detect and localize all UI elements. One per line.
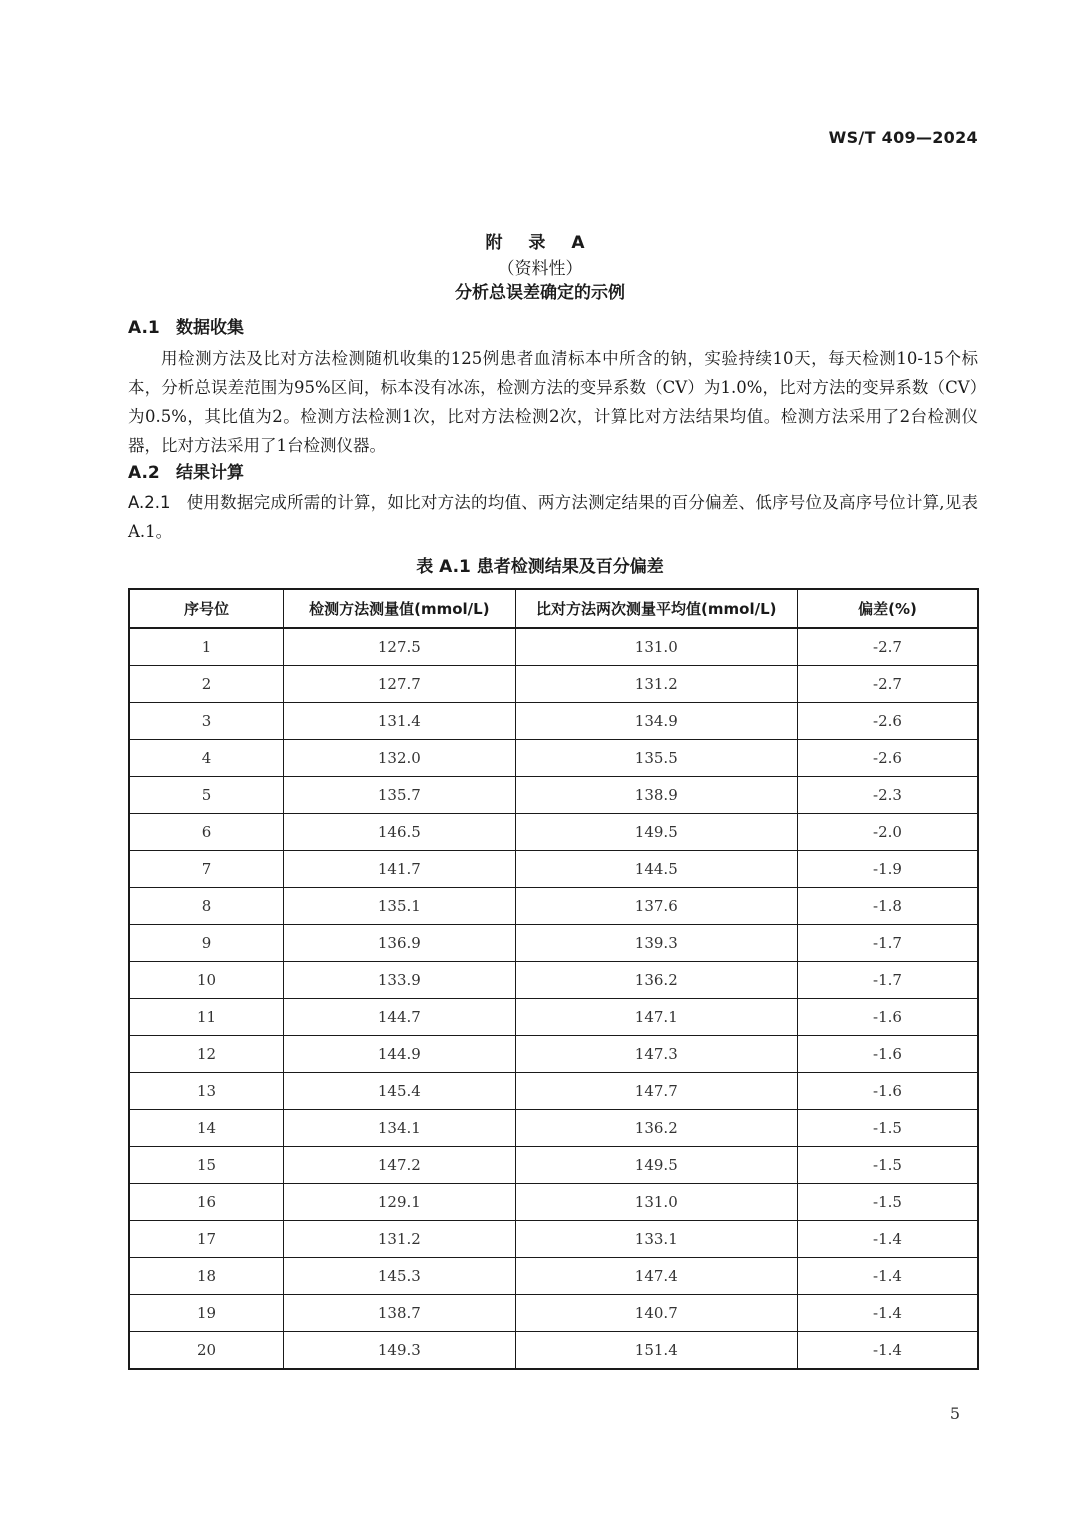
table-cell: -1.4 bbox=[797, 1295, 978, 1332]
table-cell: 20 bbox=[129, 1332, 284, 1370]
table-row bbox=[129, 628, 978, 666]
table-cell: 17 bbox=[129, 1221, 284, 1258]
table-cell: 147.2 bbox=[284, 1147, 516, 1184]
table-cell: -1.8 bbox=[797, 888, 978, 925]
table-row bbox=[129, 1036, 978, 1073]
table-cell: 136.2 bbox=[515, 962, 797, 999]
column-header: 检测方法测量值(mmol/L) bbox=[284, 589, 516, 628]
document-code: WS/T 409—2024 bbox=[828, 128, 978, 147]
appendix-label: 附 录 A bbox=[485, 233, 595, 253]
table-cell: -1.7 bbox=[797, 962, 978, 999]
table-cell: 135.5 bbox=[515, 740, 797, 777]
table-cell: 2 bbox=[129, 666, 284, 703]
table-cell: 129.1 bbox=[284, 1184, 516, 1221]
table-cell: 1 bbox=[129, 628, 284, 666]
table-cell: -1.5 bbox=[797, 1184, 978, 1221]
table-row bbox=[129, 740, 978, 777]
table-cell: -1.4 bbox=[797, 1332, 978, 1370]
table-cell: 145.4 bbox=[284, 1073, 516, 1110]
table-row bbox=[129, 1332, 978, 1370]
table-row bbox=[129, 1184, 978, 1221]
table-cell: 131.2 bbox=[515, 666, 797, 703]
table-cell: -2.0 bbox=[797, 814, 978, 851]
table-cell: 14 bbox=[129, 1110, 284, 1147]
table-cell: -2.6 bbox=[797, 740, 978, 777]
appendix-type: （资料性） bbox=[497, 259, 583, 279]
table-cell: 9 bbox=[129, 925, 284, 962]
table-cell: 144.9 bbox=[284, 1036, 516, 1073]
table-cell: 149.5 bbox=[515, 814, 797, 851]
table-cell: 4 bbox=[129, 740, 284, 777]
table-cell: -1.9 bbox=[797, 851, 978, 888]
table-row bbox=[129, 962, 978, 999]
column-header: 比对方法两次测量平均值(mmol/L) bbox=[515, 589, 797, 628]
table-cell: 137.6 bbox=[515, 888, 797, 925]
table-cell: 149.3 bbox=[284, 1332, 516, 1370]
column-header: 偏差(%) bbox=[797, 589, 978, 628]
subsection-number: A.2.1 bbox=[128, 493, 171, 512]
table-cell: -1.5 bbox=[797, 1110, 978, 1147]
table-row bbox=[129, 1073, 978, 1110]
table-cell: 146.5 bbox=[284, 814, 516, 851]
section-heading-a2 bbox=[128, 458, 244, 483]
table-row bbox=[129, 1221, 978, 1258]
table-cell: 133.1 bbox=[515, 1221, 797, 1258]
table-cell: 141.7 bbox=[284, 851, 516, 888]
table-cell: 134.1 bbox=[284, 1110, 516, 1147]
table-cell: 147.1 bbox=[515, 999, 797, 1036]
table-cell: -2.7 bbox=[797, 666, 978, 703]
section-heading-a1 bbox=[128, 313, 244, 338]
table-row bbox=[129, 1258, 978, 1295]
table-cell: 13 bbox=[129, 1073, 284, 1110]
table-body bbox=[129, 628, 978, 1369]
table-header-row bbox=[129, 589, 978, 628]
table-caption: 表 A.1 患者检测结果及百分偏差 bbox=[416, 557, 664, 577]
table-cell: -1.4 bbox=[797, 1258, 978, 1295]
table-cell: 147.7 bbox=[515, 1073, 797, 1110]
table-cell: 133.9 bbox=[284, 962, 516, 999]
table-cell: 151.4 bbox=[515, 1332, 797, 1370]
table-row bbox=[129, 1110, 978, 1147]
table-row bbox=[129, 814, 978, 851]
table-cell: -1.6 bbox=[797, 1036, 978, 1073]
paragraph-data-collection: 用检测方法及比对方法检测随机收集的125例患者血清标本中所含的钠，实验持续10天，每天检测10-15个标本，分析总误差范围为95%区间，标本没有冰冻，检测方法的变异系数（CV）为1.0%，比对方法的变异系数（CV）为0.5%，其比值为2。检测方法检测1次，比对方法检测2次，计算比对方法结果均值。检测方法采用了2台检测仪器，比对方法采用了1台检测仪器。 bbox=[128, 349, 978, 455]
table-cell: -1.6 bbox=[797, 999, 978, 1036]
table-cell: 127.5 bbox=[284, 628, 516, 666]
table-cell: 134.9 bbox=[515, 703, 797, 740]
table-row bbox=[129, 1295, 978, 1332]
results-table bbox=[128, 588, 979, 1370]
table-row bbox=[129, 777, 978, 814]
table-cell: 140.7 bbox=[515, 1295, 797, 1332]
table-cell: 131.2 bbox=[284, 1221, 516, 1258]
paragraph-result-calculation bbox=[128, 488, 978, 546]
table-cell: -1.5 bbox=[797, 1147, 978, 1184]
section-number: A.1 bbox=[128, 318, 160, 338]
table-cell: 6 bbox=[129, 814, 284, 851]
table-cell: -1.7 bbox=[797, 925, 978, 962]
table-cell: 147.3 bbox=[515, 1036, 797, 1073]
table-cell: 138.7 bbox=[284, 1295, 516, 1332]
table-cell: 10 bbox=[129, 962, 284, 999]
table-cell: 131.4 bbox=[284, 703, 516, 740]
table-cell: 3 bbox=[129, 703, 284, 740]
page-number: 5 bbox=[949, 1404, 960, 1423]
table-cell: 139.3 bbox=[515, 925, 797, 962]
table-cell: 135.1 bbox=[284, 888, 516, 925]
table-cell: 18 bbox=[129, 1258, 284, 1295]
table-cell: 7 bbox=[129, 851, 284, 888]
appendix-title: 分析总误差确定的示例 bbox=[455, 283, 625, 303]
table-cell: 149.5 bbox=[515, 1147, 797, 1184]
table-cell: -2.7 bbox=[797, 628, 978, 666]
table-cell: 136.9 bbox=[284, 925, 516, 962]
table-row bbox=[129, 666, 978, 703]
table-cell: -1.6 bbox=[797, 1073, 978, 1110]
column-header: 序号位 bbox=[129, 589, 284, 628]
table-cell: 132.0 bbox=[284, 740, 516, 777]
table-cell: -2.3 bbox=[797, 777, 978, 814]
table-cell: 136.2 bbox=[515, 1110, 797, 1147]
table-cell: 8 bbox=[129, 888, 284, 925]
table-cell: 145.3 bbox=[284, 1258, 516, 1295]
table-cell: -2.6 bbox=[797, 703, 978, 740]
section-title: 结果计算 bbox=[176, 463, 244, 483]
table-cell: 144.5 bbox=[515, 851, 797, 888]
table-row bbox=[129, 999, 978, 1036]
table-row bbox=[129, 851, 978, 888]
table-row bbox=[129, 703, 978, 740]
paragraph-text: 使用数据完成所需的计算，如比对方法的均值、两方法测定结果的百分偏差、低序号位及高序号位计算,见表A.1。 bbox=[128, 493, 978, 541]
table-cell: 135.7 bbox=[284, 777, 516, 814]
table-cell: 147.4 bbox=[515, 1258, 797, 1295]
table-cell: 138.9 bbox=[515, 777, 797, 814]
table-cell: -1.4 bbox=[797, 1221, 978, 1258]
table-cell: 19 bbox=[129, 1295, 284, 1332]
table-row bbox=[129, 888, 978, 925]
table-row bbox=[129, 925, 978, 962]
table-row bbox=[129, 1147, 978, 1184]
table-cell: 15 bbox=[129, 1147, 284, 1184]
section-title: 数据收集 bbox=[176, 318, 244, 338]
table-cell: 144.7 bbox=[284, 999, 516, 1036]
table-cell: 11 bbox=[129, 999, 284, 1036]
table-cell: 131.0 bbox=[515, 1184, 797, 1221]
section-number: A.2 bbox=[128, 463, 160, 483]
table-cell: 131.0 bbox=[515, 628, 797, 666]
table-cell: 12 bbox=[129, 1036, 284, 1073]
table-cell: 16 bbox=[129, 1184, 284, 1221]
table-cell: 5 bbox=[129, 777, 284, 814]
table-cell: 127.7 bbox=[284, 666, 516, 703]
